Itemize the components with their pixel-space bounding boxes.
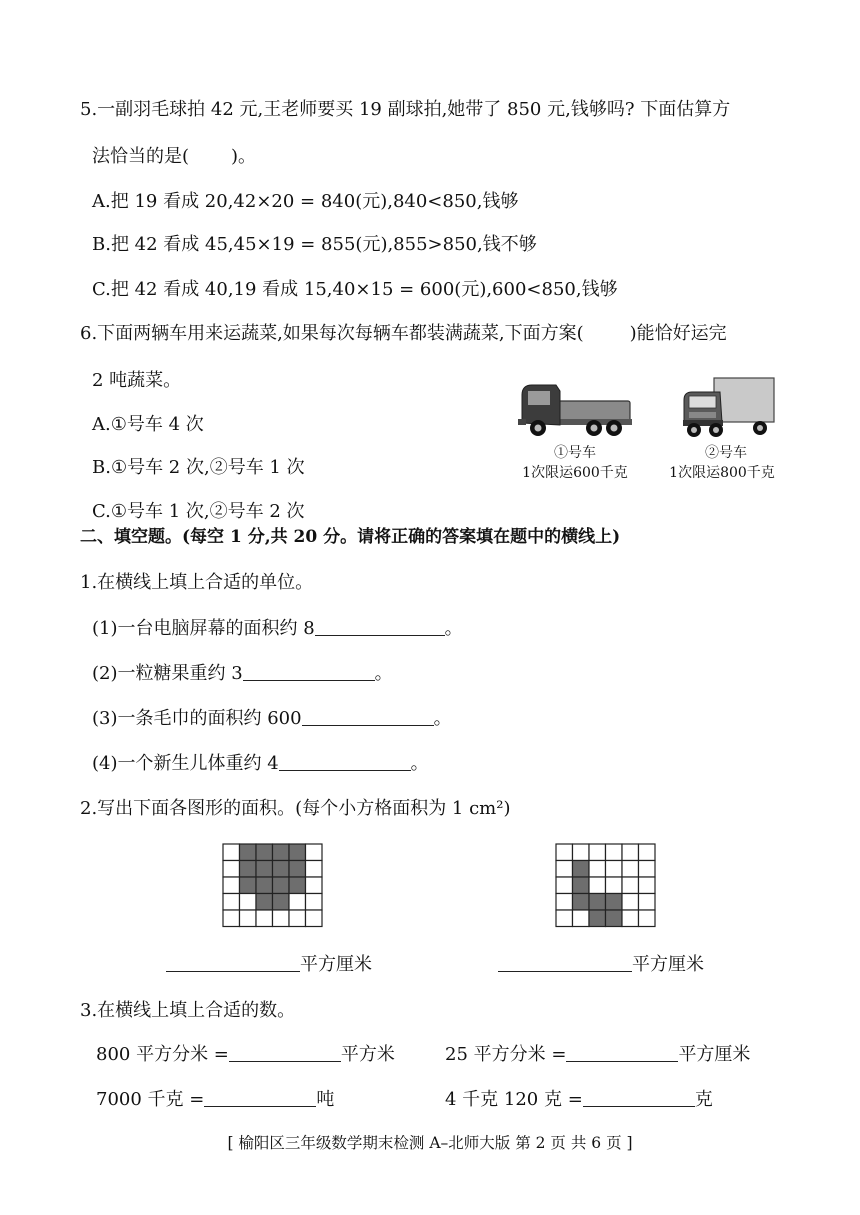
grid-right-shaded-cell	[573, 894, 590, 911]
q3-item-3-unit: 吨	[316, 1089, 335, 1110]
grid-left-cell	[306, 910, 323, 927]
q1-item-3	[92, 707, 452, 731]
truck-1-image	[516, 381, 634, 439]
q3-item-4-blank[interactable]	[583, 1088, 695, 1107]
grid-left-shaded-cell	[256, 844, 273, 861]
truck-2-image	[680, 374, 778, 440]
grid-left-shaded-cell	[289, 861, 306, 878]
truck-1-limit: 1次限运600千克	[522, 465, 628, 481]
grid-right-shaded-cell	[606, 894, 623, 911]
grid-left-shaded-cell	[240, 844, 257, 861]
q6-stem-line1-end: )能恰好运完	[629, 323, 727, 344]
section-2-heading: 二、填空题。(每空 1 分,共 20 分。请将正确的答案填在题中的横线上)	[80, 527, 621, 547]
grid-right-cell	[622, 861, 639, 878]
q3-item-1-blank[interactable]	[229, 1043, 341, 1062]
q1-item-3-blank[interactable]	[302, 707, 434, 726]
grid-left-cell	[240, 910, 257, 927]
q5-stem-line2	[92, 145, 256, 169]
grid-left-cell	[306, 861, 323, 878]
q5-option-b: B.把 42 看成 45,45×19 = 855(元),855>850,钱不够	[92, 234, 537, 255]
q1-title: 1.在横线上填上合适的单位。	[80, 572, 314, 593]
grid-right-cell	[639, 844, 656, 861]
grid-right-cell	[573, 910, 590, 927]
q3-item-4	[445, 1088, 713, 1112]
q3-item-2-text: 25 平方分米 =	[445, 1044, 567, 1065]
q5-option-c: C.把 42 看成 40,19 看成 15,40×15 = 600(元),600<850,钱够	[92, 279, 618, 300]
grid-left-cell	[306, 894, 323, 911]
grid-left-cell	[223, 877, 240, 894]
grid-right-shaded-cell	[573, 861, 590, 878]
q1-item-3-text: (3)一条毛巾的面积约 600	[92, 708, 302, 729]
q6-stem-line2: 2 吨蔬菜。	[92, 370, 182, 391]
q3-item-2-blank[interactable]	[566, 1043, 678, 1062]
grid-right-shaded-cell	[589, 894, 606, 911]
q5-stem-line2-end: )。	[231, 146, 257, 167]
grid-right-shaded-cell	[573, 877, 590, 894]
grid-right-cell	[606, 877, 623, 894]
grid-left-shaded-cell	[289, 877, 306, 894]
grid-left-shaded-cell	[256, 877, 273, 894]
grid-left-cell	[289, 894, 306, 911]
q6-stem-line1-text: 6.下面两辆车用来运蔬菜,如果每次每辆车都装满蔬菜,下面方案(	[80, 323, 584, 344]
q3-item-3-blank[interactable]	[204, 1088, 316, 1107]
grid-left-cell	[223, 844, 240, 861]
q6-option-c: C.①号车 1 次,②号车 2 次	[92, 501, 305, 522]
q1-item-2-end: 。	[374, 663, 393, 684]
grid-left-shaded-cell	[273, 861, 290, 878]
q1-item-2-blank[interactable]	[243, 662, 375, 681]
q1-item-2-text: (2)一粒糖果重约 3	[92, 663, 243, 684]
q2-title: 2.写出下面各图形的面积。(每个小方格面积为 1 cm²)	[80, 798, 511, 819]
grid-right-cell	[622, 910, 639, 927]
grid-left-cell	[306, 877, 323, 894]
grid-left-cell	[256, 910, 273, 927]
grid-left-shaded-cell	[256, 861, 273, 878]
q3-item-2-unit: 平方厘米	[678, 1044, 751, 1065]
grid-right-cell	[589, 844, 606, 861]
q1-item-4-blank[interactable]	[279, 752, 411, 771]
grid-right-cell	[589, 877, 606, 894]
grid-right-cell	[606, 861, 623, 878]
grid-right-cell	[639, 894, 656, 911]
grid-left-cell	[306, 844, 323, 861]
grid-right-shaded-cell	[589, 910, 606, 927]
grid-figure-right	[555, 843, 657, 928]
q3-item-4-text: 4 千克 120 克 =	[445, 1089, 583, 1110]
grid-right-shaded-cell	[606, 910, 623, 927]
q1-item-3-end: 。	[433, 708, 452, 729]
grid-left-cell	[223, 861, 240, 878]
q6-option-b: B.①号车 2 次,②号车 1 次	[92, 457, 305, 478]
q3-title: 3.在横线上填上合适的数。	[80, 1000, 296, 1021]
q3-item-3	[96, 1088, 334, 1112]
truck-1-name: ①号车	[554, 445, 596, 461]
grid-right-cell	[556, 910, 573, 927]
truck-2-name: ②号车	[705, 445, 747, 461]
q1-item-1	[92, 617, 463, 641]
q2-answer-right	[498, 953, 704, 977]
q1-item-4	[92, 752, 429, 776]
grid-right-cell	[622, 877, 639, 894]
q3-item-2	[445, 1043, 750, 1067]
grid-right-cell	[589, 861, 606, 878]
q5-stem-line2-text: 法恰当的是(	[92, 146, 190, 167]
grid-right-cell	[556, 861, 573, 878]
grid-left-cell	[240, 894, 257, 911]
q6-stem-line1	[80, 322, 727, 346]
grid-right-cell	[622, 894, 639, 911]
grid-left-cell	[223, 894, 240, 911]
q2-right-blank[interactable]	[498, 953, 632, 972]
q3-item-3-text: 7000 千克 =	[96, 1089, 205, 1110]
q1-item-1-end: 。	[444, 618, 463, 639]
q2-answer-left	[166, 953, 372, 977]
q3-item-1-text: 800 平方分米 =	[96, 1044, 229, 1065]
grid-left-shaded-cell	[240, 877, 257, 894]
grid-left-shaded-cell	[273, 844, 290, 861]
grid-right-cell	[556, 877, 573, 894]
grid-right-cell	[639, 877, 656, 894]
grid-left-shaded-cell	[273, 877, 290, 894]
grid-left-cell	[273, 910, 290, 927]
grid-right-cell	[556, 844, 573, 861]
grid-figure-left	[222, 843, 324, 928]
q5-stem-line1: 5.一副羽毛球拍 42 元,王老师要买 19 副球拍,她带了 850 元,钱够吗? 下面估算方	[80, 99, 731, 120]
q1-item-4-text: (4)一个新生儿体重约 4	[92, 753, 279, 774]
grid-left-shaded-cell	[289, 844, 306, 861]
grid-left-shaded-cell	[273, 894, 290, 911]
grid-right-cell	[573, 844, 590, 861]
q3-item-4-unit: 克	[694, 1089, 713, 1110]
truck-2-limit: 1次限运800千克	[669, 465, 775, 481]
q3-item-1-unit: 平方米	[340, 1044, 395, 1065]
q6-option-a: A.①号车 4 次	[92, 414, 204, 435]
q1-item-1-blank[interactable]	[315, 617, 445, 636]
grid-left-shaded-cell	[256, 894, 273, 911]
grid-right-cell	[639, 861, 656, 878]
q3-item-1	[96, 1043, 395, 1067]
q2-left-blank[interactable]	[166, 953, 300, 972]
grid-left-cell	[223, 910, 240, 927]
grid-right-cell	[622, 844, 639, 861]
q1-item-1-text: (1)一台电脑屏幕的面积约 8	[92, 618, 315, 639]
q1-item-4-end: 。	[410, 753, 429, 774]
grid-left-shaded-cell	[240, 861, 257, 878]
grid-right-cell	[639, 910, 656, 927]
q5-option-a: A.把 19 看成 20,42×20 = 840(元),840<850,钱够	[92, 191, 519, 212]
grid-left-cell	[289, 910, 306, 927]
q2-right-unit: 平方厘米	[632, 954, 704, 975]
q1-item-2	[92, 662, 393, 686]
grid-right-cell	[556, 894, 573, 911]
q2-left-unit: 平方厘米	[300, 954, 372, 975]
page-footer: [ 榆阳区三年级数学期末检测 A–北师大版 第 2 页 共 6 页 ]	[227, 1134, 633, 1152]
grid-right-cell	[606, 844, 623, 861]
